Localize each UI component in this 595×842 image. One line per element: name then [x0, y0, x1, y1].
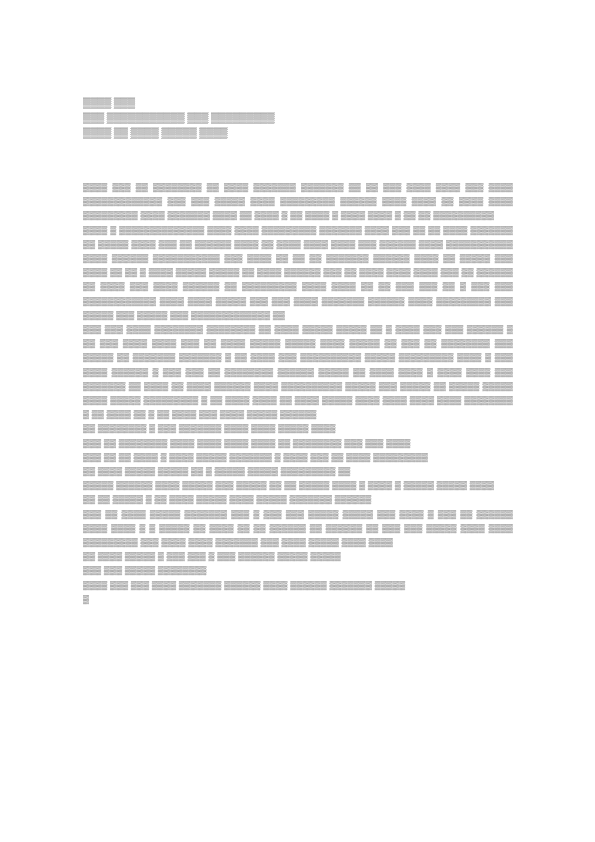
paragraph: ▒▒ ▒▒ ▒▒▒▒▒ ▒ ▒▒ ▒▒▒▒ ▒▒▒▒▒ ▒▒▒▒ ▒▒▒▒▒ ▒▒▒▒▒▒▒ ▒▒▒▒▒▒	[83, 494, 372, 505]
header-line-date: ▒▒▒▒ ▒▒ ▒▒▒▒ ▒▒▒▒▒ ▒▒▒▒	[83, 128, 228, 139]
paragraph: ▒▒ ▒▒▒▒ ▒▒▒▒▒ ▒▒▒▒▒ ▒▒ ▒ ▒▒▒▒▒ ▒▒▒▒▒ ▒▒▒▒▒▒▒▒▒ ▒▒	[83, 466, 351, 477]
paragraph: ▒▒▒ ▒▒ ▒▒▒▒ ▒▒▒▒▒ ▒▒▒▒▒▒▒ ▒▒▒ ▒ ▒▒▒ ▒▒▒ ▒▒▒▒▒ ▒▒▒▒▒ ▒▒▒ ▒▒▒▒ ▒ ▒▒▒ ▒▒ ▒▒▒▒▒▒ ▒▒▒▒ ▒▒▒▒ ▒ ▒ ▒▒▒▒▒ ▒▒ ▒▒▒▒ ▒▒ ▒▒ ▒▒▒▒▒▒ ▒▒ ▒▒▒▒▒▒ ▒▒ ▒▒▒ ▒▒▒ ▒▒▒▒▒ ▒▒▒▒ ▒▒▒▒ ▒▒▒▒▒▒▒▒▒ ▒▒▒ ▒▒▒▒ ▒▒▒▒ ▒▒▒▒▒▒▒ ▒▒▒ ▒▒▒▒ ▒▒▒▒▒ ▒▒▒▒ ▒▒▒▒	[83, 508, 513, 548]
paragraph: ▒▒ ▒▒▒▒▒▒▒▒ ▒ ▒▒▒ ▒▒▒▒▒▒▒ ▒▒▒▒ ▒▒▒▒ ▒▒▒▒▒ ▒▒▒▒	[83, 423, 336, 434]
paragraph: ▒▒▒▒ ▒▒▒ ▒▒▒ ▒▒▒▒ ▒▒▒▒▒▒▒ ▒▒▒▒▒▒ ▒▒▒▒ ▒▒▒▒▒▒ ▒▒▒▒▒▒▒ ▒▒▒▒▒	[83, 579, 406, 590]
header-line-subtitle: ▒▒▒ ▒▒▒▒▒▒▒▒▒▒▒ ▒▒▒ ▒▒▒▒▒▒▒▒▒	[83, 113, 275, 124]
paragraph: ▒▒▒▒ ▒ ▒▒▒▒▒▒▒▒▒▒▒▒▒▒ ▒▒▒▒ ▒▒▒▒ ▒▒▒▒▒▒▒▒▒ ▒▒▒▒▒▒▒ ▒▒▒▒ ▒▒▒ ▒▒ ▒▒ ▒▒▒▒ ▒▒▒▒▒▒▒ ▒▒ ▒▒▒▒▒ ▒▒▒▒ ▒▒▒ ▒▒ ▒▒▒▒▒▒ ▒▒▒▒ ▒▒ ▒▒▒▒ ▒▒▒▒ ▒▒▒▒ ▒▒▒ ▒▒▒▒▒▒ ▒▒▒▒ ▒▒▒▒▒▒▒▒▒▒▒ ▒▒▒▒ ▒▒▒▒▒▒ ▒▒▒▒▒▒▒▒▒▒▒ ▒▒▒ ▒▒▒▒ ▒▒ ▒▒ ▒▒ ▒▒▒▒▒▒▒ ▒▒▒▒▒▒ ▒▒▒▒ ▒▒ ▒▒▒▒▒ ▒▒▒ ▒▒▒▒ ▒▒ ▒▒ ▒ ▒▒▒▒ ▒▒▒▒▒ ▒▒▒▒▒ ▒▒ ▒▒▒▒ ▒▒▒▒▒▒ ▒▒▒ ▒▒ ▒▒▒▒ ▒▒▒▒ ▒▒▒▒ ▒▒▒ ▒▒ ▒▒▒▒▒▒ ▒▒ ▒▒▒▒ ▒▒▒ ▒▒▒▒ ▒▒▒▒▒▒ ▒▒ ▒▒▒▒▒▒▒▒▒ ▒▒▒▒ ▒▒▒▒ ▒▒ ▒▒ ▒▒▒ ▒▒▒ ▒▒ ▒ ▒▒▒ ▒▒▒ ▒▒▒▒▒▒▒▒▒▒▒▒ ▒▒▒▒ ▒▒▒▒ ▒▒▒▒▒ ▒▒▒ ▒▒▒ ▒▒▒▒ ▒▒▒▒▒▒▒ ▒▒▒▒▒▒ ▒▒▒▒ ▒▒▒▒▒▒▒▒▒ ▒▒▒ ▒▒▒▒▒ ▒▒▒ ▒▒▒▒▒ ▒▒▒ ▒▒▒▒▒▒▒▒▒▒▒▒▒ ▒▒	[83, 224, 513, 320]
header-block	[83, 96, 503, 141]
paragraph: ▒▒▒▒ ▒▒▒ ▒▒ ▒▒▒▒▒▒▒▒ ▒▒ ▒▒▒▒ ▒▒▒▒▒▒▒ ▒▒▒▒▒▒▒ ▒▒ ▒▒ ▒▒▒ ▒▒▒▒ ▒▒▒▒ ▒▒▒ ▒▒▒▒ ▒▒▒▒▒▒▒▒▒▒▒▒▒ ▒▒▒ ▒▒▒ ▒▒▒▒▒ ▒▒▒▒ ▒▒▒▒▒▒▒▒▒ ▒▒▒▒▒▒ ▒▒▒▒ ▒▒▒▒ ▒▒ ▒▒▒▒ ▒▒▒▒ ▒▒▒▒▒▒▒▒▒ ▒▒▒▒ ▒▒▒▒▒▒▒ ▒▒▒▒ ▒▒ ▒▒▒▒ ▒ ▒▒ ▒▒▒▒ ▒ ▒▒▒▒ ▒▒▒▒ ▒ ▒▒ ▒▒ ▒▒▒▒▒▒▒▒▒▒	[83, 182, 513, 221]
paragraph: ▒▒▒ ▒▒▒ ▒▒▒▒▒ ▒▒▒▒▒▒▒▒	[83, 565, 207, 576]
paragraph: ▒	[83, 593, 90, 604]
body-text	[83, 180, 513, 606]
header-line-title: ▒▒▒▒ ▒▒▒	[83, 98, 136, 109]
paragraph: ▒▒▒ ▒▒▒ ▒▒▒▒ ▒▒▒▒▒▒▒▒ ▒▒▒▒▒▒▒▒ ▒▒ ▒▒▒▒ ▒▒▒▒▒ ▒▒▒▒▒ ▒▒ ▒ ▒▒▒▒ ▒▒▒ ▒▒▒ ▒▒▒▒▒▒ ▒ ▒▒ ▒▒▒ ▒▒▒▒ ▒▒▒▒ ▒▒▒ ▒▒ ▒▒▒▒ ▒▒▒▒▒ ▒▒▒▒▒ ▒▒▒▒ ▒▒▒▒▒ ▒▒ ▒▒▒ ▒▒ ▒▒▒▒▒▒▒▒ ▒▒▒ ▒▒▒▒▒ ▒▒ ▒▒▒▒▒▒▒ ▒▒▒▒▒▒▒ ▒ ▒▒ ▒▒▒▒ ▒▒▒ ▒▒▒▒▒▒▒▒▒▒ ▒▒▒▒▒ ▒▒▒▒▒▒▒▒▒ ▒▒▒▒ ▒ ▒▒▒ ▒▒▒▒ ▒▒▒▒▒▒ ▒ ▒▒▒ ▒▒▒ ▒▒ ▒▒▒▒▒▒▒▒ ▒▒▒▒▒▒ ▒▒▒▒▒ ▒▒ ▒▒▒▒ ▒▒▒▒ ▒ ▒▒▒▒ ▒▒▒▒ ▒▒▒ ▒▒▒▒▒▒▒ ▒▒ ▒▒▒▒ ▒▒ ▒▒▒▒ ▒▒▒▒▒▒ ▒▒▒▒ ▒▒▒▒▒▒▒▒▒▒ ▒▒▒▒▒ ▒▒▒ ▒▒▒▒▒ ▒▒ ▒▒▒▒▒ ▒▒▒▒▒ ▒▒▒▒ ▒▒▒▒▒ ▒▒▒▒▒▒▒▒▒ ▒ ▒▒ ▒▒▒▒ ▒▒▒▒ ▒▒ ▒▒▒▒ ▒▒▒▒▒ ▒▒▒▒ ▒▒▒▒ ▒▒▒▒ ▒▒▒▒ ▒▒▒▒▒▒▒▒ ▒ ▒▒ ▒▒▒▒ ▒▒ ▒ ▒▒ ▒▒▒▒ ▒▒▒ ▒▒▒▒ ▒▒▒▒▒ ▒▒▒▒▒▒	[83, 324, 513, 420]
paragraph: ▒▒ ▒▒▒▒ ▒▒▒▒▒ ▒ ▒▒▒ ▒▒▒ ▒ ▒▒▒ ▒▒▒▒▒▒ ▒▒▒▒▒ ▒▒▒▒▒	[83, 551, 341, 562]
paragraph: ▒▒▒▒▒ ▒▒▒▒▒▒ ▒▒▒▒ ▒▒▒▒▒ ▒▒▒ ▒▒▒▒▒ ▒▒ ▒▒ ▒▒▒▒▒ ▒▒▒▒ ▒ ▒▒▒▒ ▒ ▒▒▒▒▒ ▒▒▒▒▒ ▒▒▒▒	[83, 480, 495, 491]
paragraph: ▒▒▒ ▒▒ ▒▒▒▒▒▒▒▒ ▒▒▒▒ ▒▒▒▒ ▒▒▒▒ ▒▒▒▒ ▒▒ ▒▒▒▒▒▒▒▒ ▒▒▒ ▒▒▒ ▒▒▒▒	[83, 437, 411, 448]
paragraph: ▒▒▒ ▒▒ ▒▒ ▒▒▒▒ ▒ ▒▒▒▒ ▒▒▒▒▒ ▒▒▒▒▒▒▒ ▒ ▒▒▒▒ ▒▒▒ ▒▒ ▒▒▒▒ ▒▒▒▒▒▒▒▒▒	[83, 451, 428, 462]
